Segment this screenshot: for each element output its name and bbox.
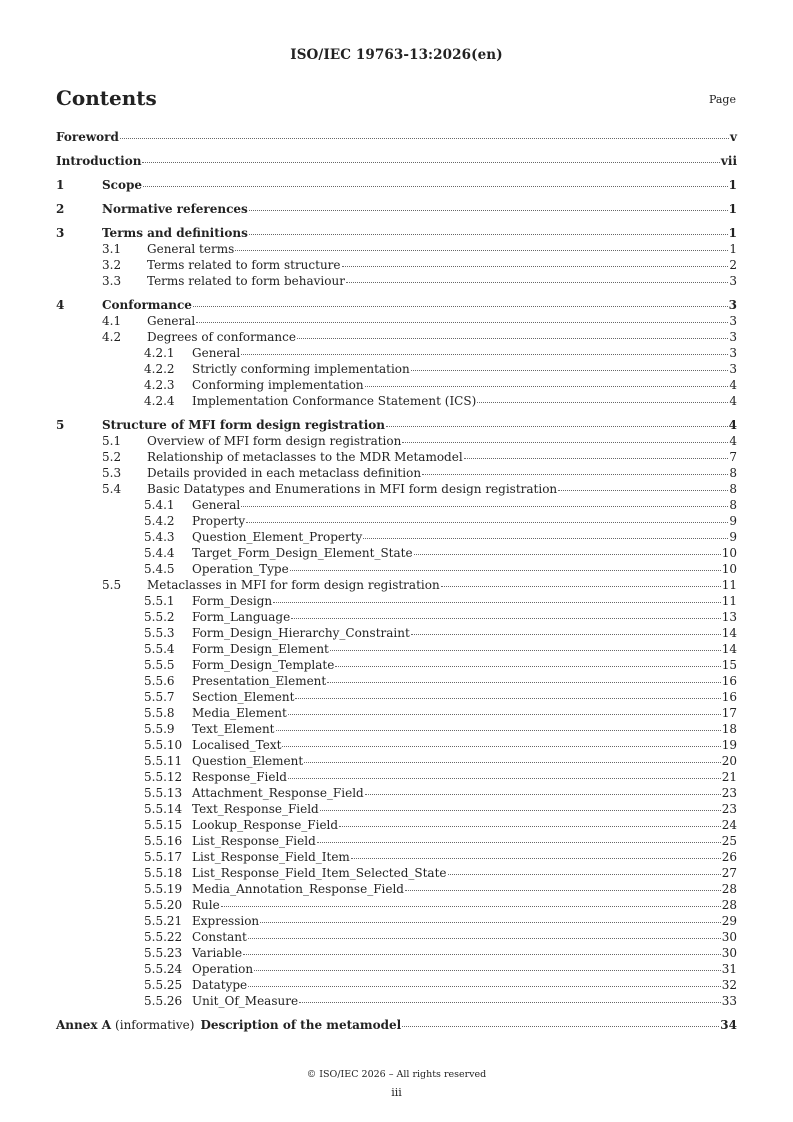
dot-leader — [290, 570, 721, 571]
dot-leader — [386, 426, 728, 427]
toc-entry-title: Form_Design_Hierarchy_Constraint — [192, 626, 410, 640]
dot-leader — [288, 714, 721, 715]
dot-leader — [142, 162, 719, 163]
toc-entry-number: 5.4.3 — [144, 530, 175, 544]
dot-leader — [282, 746, 720, 747]
dot-leader — [402, 1026, 719, 1027]
toc-entry-page: 16 — [721, 674, 737, 688]
dot-leader — [248, 938, 721, 939]
toc-entry-annex[interactable] — [56, 1018, 737, 1033]
dot-leader — [320, 810, 721, 811]
toc-entry-number: 5.5.7 — [144, 690, 175, 704]
page-column-label: Page — [708, 93, 736, 106]
toc-entry-page: 13 — [721, 610, 737, 624]
toc-entry-title: Normative references — [102, 202, 248, 216]
toc-entry[interactable] — [144, 394, 737, 409]
toc-entry-page: 15 — [721, 658, 737, 672]
dot-leader — [221, 906, 721, 907]
toc-entry-page: 18 — [721, 722, 737, 736]
dot-leader — [299, 1002, 721, 1003]
toc-entry-number: 2 — [56, 202, 65, 216]
toc-entry[interactable] — [56, 418, 737, 433]
toc-entry-page: 17 — [721, 706, 737, 720]
toc-entry-page: 19 — [721, 738, 737, 752]
toc-entry-page: 30 — [721, 946, 737, 960]
toc-entry[interactable] — [144, 994, 737, 1009]
toc-entry-title: Lookup_Response_Field — [192, 818, 339, 832]
toc-entry-title: List_Response_Field_Item_Selected_State — [192, 866, 447, 880]
toc-entry-title: Rule — [192, 898, 220, 912]
dot-leader — [246, 522, 728, 523]
toc-entry[interactable] — [102, 482, 737, 497]
annex-label: Annex A — [56, 1018, 112, 1032]
toc-entry-number: 5.4.1 — [144, 498, 175, 512]
dot-leader — [260, 922, 721, 923]
dot-leader — [254, 970, 721, 971]
toc-entry[interactable] — [144, 786, 737, 801]
toc-entry-page: 8 — [729, 482, 737, 496]
toc-entry[interactable] — [144, 850, 737, 865]
toc-entry-page: 14 — [721, 626, 737, 640]
toc-entry-number: 4.2 — [102, 330, 122, 344]
dot-leader — [414, 554, 721, 555]
dot-leader — [291, 618, 721, 619]
toc-entry-title: Response_Field — [192, 770, 287, 784]
toc-entry[interactable] — [144, 882, 737, 897]
toc-entry-number: 3.3 — [102, 274, 122, 288]
dot-leader — [196, 322, 728, 323]
toc-entry-title: Scope — [102, 178, 143, 192]
dot-leader — [422, 474, 728, 475]
toc-entry-number: 5.5.15 — [144, 818, 183, 832]
toc-entry-number: 5.5.5 — [144, 658, 175, 672]
dot-leader — [327, 682, 720, 683]
toc-entry[interactable] — [144, 770, 737, 785]
toc-entry-title: Metaclasses in MFI for form design registration — [147, 578, 440, 592]
toc-entry[interactable] — [144, 642, 737, 657]
toc-entry[interactable] — [144, 610, 737, 625]
dot-leader — [297, 338, 728, 339]
toc-entry-number: 5.5.25 — [144, 978, 183, 992]
dot-leader — [120, 138, 729, 139]
toc-entry-title: Localised_Text — [192, 738, 282, 752]
toc-entry-page: 1 — [728, 226, 737, 240]
toc-entry-page: 4 — [728, 418, 737, 432]
toc-entry[interactable] — [102, 314, 737, 329]
toc-entry[interactable] — [56, 130, 737, 145]
toc-entry[interactable] — [102, 450, 737, 465]
toc-entry[interactable] — [144, 802, 737, 817]
toc-entry[interactable] — [144, 962, 737, 977]
toc-entry-page: 7 — [729, 450, 737, 464]
dot-leader — [335, 666, 720, 667]
toc-entry-page: 2 — [729, 258, 737, 272]
dot-leader — [558, 490, 728, 491]
dot-leader — [304, 762, 721, 763]
page-number: iii — [391, 1086, 402, 1099]
dot-leader — [295, 698, 720, 699]
toc-entry-number: 5.5.8 — [144, 706, 175, 720]
toc-entry-page: 30 — [721, 930, 737, 944]
toc-entry-page: 9 — [729, 514, 737, 528]
dot-leader — [351, 858, 721, 859]
dot-leader — [241, 506, 728, 507]
toc-entry-number: 5.2 — [102, 450, 122, 464]
copyright-notice: © ISO/IEC 2026 – All rights reserved — [306, 1069, 487, 1080]
dot-leader — [339, 826, 721, 827]
toc-entry-number: 5.5.13 — [144, 786, 183, 800]
toc-entry[interactable] — [56, 298, 737, 313]
toc-entry[interactable] — [102, 330, 737, 345]
toc-entry-page: 29 — [721, 914, 737, 928]
toc-entry[interactable] — [144, 866, 737, 881]
toc-entry-title: Presentation_Element — [192, 674, 327, 688]
dot-leader — [276, 730, 721, 731]
toc-entry-number: 5.5 — [102, 578, 122, 592]
toc-entry[interactable] — [56, 154, 737, 169]
dot-leader — [441, 586, 721, 587]
toc-entry-number: 5.5.24 — [144, 962, 183, 976]
toc-entry-title: Basic Datatypes and Enumerations in MFI form design registration — [147, 482, 558, 496]
toc-entry[interactable] — [144, 674, 737, 689]
toc-entry-title: Unit_Of_Measure — [192, 994, 299, 1008]
toc-entry-title: Property — [192, 514, 246, 528]
toc-entry-number: 5.5.19 — [144, 882, 183, 896]
toc-entry[interactable] — [144, 738, 737, 753]
toc-entry-number: 4.2.3 — [144, 378, 175, 392]
dot-leader — [363, 538, 728, 539]
toc-entry[interactable] — [144, 978, 737, 993]
toc-entry[interactable] — [102, 466, 737, 481]
toc-entry-number: 5.5.16 — [144, 834, 183, 848]
dot-leader — [235, 250, 728, 251]
dot-leader — [193, 306, 728, 307]
toc-entry-page: 26 — [721, 850, 737, 864]
toc-entry-title: Constant — [192, 930, 247, 944]
toc-entry-title: General — [192, 498, 241, 512]
toc-entry-title: Strictly conforming implementation — [192, 362, 410, 376]
toc-entry[interactable] — [144, 562, 737, 577]
toc-entry-number: 4.2.2 — [144, 362, 175, 376]
toc-entry-title: Details provided in each metaclass definition — [147, 466, 422, 480]
toc-entry[interactable] — [144, 594, 737, 609]
toc-entry-page: 3 — [729, 314, 737, 328]
toc-entry[interactable] — [144, 658, 737, 673]
toc-entry-title: List_Response_Field_Item — [192, 850, 350, 864]
toc-entry-page: 20 — [721, 754, 737, 768]
toc-entry-title: Form_Language — [192, 610, 291, 624]
toc-entry-page: 21 — [721, 770, 737, 784]
toc-entry[interactable] — [144, 946, 737, 961]
toc-entry-number: 5.5.21 — [144, 914, 183, 928]
toc-entry-page: 11 — [721, 578, 737, 592]
toc-entry[interactable] — [102, 434, 737, 449]
toc-entry-page: 4 — [729, 378, 737, 392]
toc-entry[interactable] — [56, 226, 737, 241]
toc-entry-number: 5.5.17 — [144, 850, 183, 864]
toc-entry-title: Media_Element — [192, 706, 287, 720]
annex-type: (informative) — [115, 1018, 195, 1032]
toc-entry-title: Text_Response_Field — [192, 802, 319, 816]
toc-entry-page: 8 — [729, 466, 737, 480]
toc-entry[interactable] — [144, 546, 737, 561]
toc-entry-title: Conforming implementation — [192, 378, 364, 392]
toc-entry-title: Terms related to form structure — [147, 258, 341, 272]
dot-leader — [243, 954, 721, 955]
toc-entry-title: Relationship of metaclasses to the MDR Metamodel — [147, 450, 463, 464]
toc-entry-title: Section_Element — [192, 690, 295, 704]
dot-leader — [464, 458, 729, 459]
toc-entry-number: 5.5.26 — [144, 994, 183, 1008]
toc-entry-number: 4 — [56, 298, 65, 312]
toc-entry-title: Terms and definitions — [102, 226, 248, 240]
toc-entry[interactable] — [144, 706, 737, 721]
toc-entry-page: 3 — [729, 274, 737, 288]
toc-entry[interactable] — [144, 930, 737, 945]
toc-entry-page: 14 — [721, 642, 737, 656]
toc-entry-title: Degrees of conformance — [147, 330, 296, 344]
toc-entry-page: 11 — [721, 594, 737, 608]
toc-entry-title: Operation_Type — [192, 562, 289, 576]
toc-entry-number: 5.4.5 — [144, 562, 175, 576]
toc-entry-title: Overview of MFI form design registration — [147, 434, 402, 448]
toc-entry-number: 1 — [56, 178, 65, 192]
toc-entry-title: General — [147, 314, 196, 328]
toc-entry-title: Question_Element — [192, 754, 304, 768]
toc-entry[interactable] — [102, 578, 737, 593]
toc-entry[interactable] — [144, 898, 737, 913]
toc-entry-number: 5 — [56, 418, 65, 432]
toc-entry[interactable] — [56, 178, 737, 193]
dot-leader — [448, 874, 721, 875]
toc-entry-title: Question_Element_Property — [192, 530, 363, 544]
toc-entry-page: 23 — [721, 802, 737, 816]
dot-leader — [365, 794, 721, 795]
toc-entry-number: 5.4.4 — [144, 546, 175, 560]
toc-entry-page: 3 — [729, 362, 737, 376]
toc-entry-title: Target_Form_Design_Element_State — [192, 546, 413, 560]
toc-entry-title: Attachment_Response_Field — [192, 786, 364, 800]
dot-leader — [249, 234, 728, 235]
toc-entry-number: 5.5.10 — [144, 738, 183, 752]
toc-entry[interactable] — [102, 274, 737, 289]
dot-leader — [288, 778, 721, 779]
toc-entry-number: 3.2 — [102, 258, 122, 272]
toc-entry-number: 5.5.1 — [144, 594, 175, 608]
dot-leader — [249, 210, 728, 211]
dot-leader — [273, 602, 721, 603]
toc-entry[interactable] — [144, 722, 737, 737]
toc-entry-page: 8 — [729, 498, 737, 512]
dot-leader — [365, 386, 729, 387]
toc-entry-number: 3.1 — [102, 242, 122, 256]
toc-entry-title: Form_Design_Element — [192, 642, 329, 656]
toc-entry-page: 10 — [721, 562, 737, 576]
toc-entry[interactable] — [144, 378, 737, 393]
toc-entry-page: 33 — [721, 994, 737, 1008]
toc-entry[interactable] — [144, 626, 737, 641]
toc-entry-page: 31 — [721, 962, 737, 976]
toc-entry-page: 28 — [721, 882, 737, 896]
toc-entry-page: 23 — [721, 786, 737, 800]
toc-entry-number: 5.5.4 — [144, 642, 175, 656]
toc-entry[interactable] — [144, 754, 737, 769]
toc-entry-page: 4 — [729, 394, 737, 408]
toc-entry-page: 3 — [728, 298, 737, 312]
toc-entry[interactable] — [144, 530, 737, 545]
toc-entry-number: 5.1 — [102, 434, 122, 448]
toc-entry-title: General terms — [147, 242, 235, 256]
toc-entry-number: 5.5.2 — [144, 610, 175, 624]
toc-entry-number: 5.5.22 — [144, 930, 183, 944]
dot-leader — [143, 186, 728, 187]
dot-leader — [402, 442, 728, 443]
toc-entry-title: Expression — [192, 914, 260, 928]
annex-page: 34 — [720, 1018, 737, 1032]
toc-entry[interactable] — [144, 498, 737, 513]
toc-entry[interactable] — [144, 362, 737, 377]
toc-entry[interactable] — [144, 346, 737, 361]
toc-entry-number: 5.5.14 — [144, 802, 183, 816]
dot-leader — [248, 986, 721, 987]
toc-entry-number: 5.5.11 — [144, 754, 183, 768]
toc-entry[interactable] — [144, 914, 737, 929]
toc-entry-title: Terms related to form behaviour — [147, 274, 345, 288]
toc-entry-number: 5.5.23 — [144, 946, 183, 960]
toc-entry-title: Variable — [192, 946, 243, 960]
toc-entry-number: 4.1 — [102, 314, 122, 328]
toc-entry-page: 16 — [721, 690, 737, 704]
toc-entry-title: General — [192, 346, 241, 360]
toc-entry-page: 1 — [728, 202, 737, 216]
toc-entry-page: 10 — [721, 546, 737, 560]
toc-entry-title: Form_Design — [192, 594, 273, 608]
dot-leader — [411, 370, 729, 371]
contents-title: Contents — [56, 86, 157, 110]
dot-leader — [405, 890, 721, 891]
toc-entry-number: 5.5.3 — [144, 626, 175, 640]
toc-entry-title: Conformance — [102, 298, 192, 312]
toc-entry-number: 4.2.1 — [144, 346, 175, 360]
dot-leader — [477, 402, 728, 403]
toc-entry-title: List_Response_Field — [192, 834, 316, 848]
document-id-header: ISO/IEC 19763-13:2026(en) — [290, 47, 503, 63]
toc-entry-title: Text_Element — [192, 722, 275, 736]
toc-entry-number: 4.2.4 — [144, 394, 175, 408]
toc-entry[interactable] — [144, 834, 737, 849]
dot-leader — [317, 842, 721, 843]
toc-entry-number: 5.5.9 — [144, 722, 175, 736]
toc-entry-page: 1 — [728, 178, 737, 192]
toc-entry-title: Structure of MFI form design registration — [102, 418, 386, 432]
toc-entry-number: 5.3 — [102, 466, 122, 480]
toc-entry-number: 5.5.18 — [144, 866, 183, 880]
dot-leader — [342, 266, 729, 267]
toc-entry-title: Operation — [192, 962, 254, 976]
dot-leader — [330, 650, 721, 651]
toc-entry-page: 25 — [721, 834, 737, 848]
toc-entry-page: 24 — [721, 818, 737, 832]
toc-entry-page: 28 — [721, 898, 737, 912]
toc-entry-title: Datatype — [192, 978, 248, 992]
toc-entry[interactable] — [144, 514, 737, 529]
toc-entry-page: 3 — [729, 330, 737, 344]
toc-entry[interactable] — [102, 258, 737, 273]
toc-entry[interactable] — [144, 690, 737, 705]
dot-leader — [241, 354, 728, 355]
toc-entry-number: 3 — [56, 226, 65, 240]
toc-entry[interactable] — [56, 202, 737, 217]
toc-entry-title: Introduction — [56, 154, 142, 168]
dot-leader — [411, 634, 721, 635]
toc-entry-page: 3 — [729, 346, 737, 360]
annex-title: Description of the metamodel — [200, 1018, 402, 1032]
toc-entry-number: 5.4.2 — [144, 514, 175, 528]
toc-entry-page: 32 — [721, 978, 737, 992]
toc-entry-title: Media_Annotation_Response_Field — [192, 882, 404, 896]
toc-entry-number: 5.5.20 — [144, 898, 183, 912]
toc-entry-title: Implementation Conformance Statement (ICS) — [192, 394, 477, 408]
toc-entry-page: 9 — [729, 530, 737, 544]
toc-entry-page: 27 — [721, 866, 737, 880]
toc-entry-title: Form_Design_Template — [192, 658, 335, 672]
toc-entry-page: 1 — [729, 242, 737, 256]
toc-entry-page: 4 — [729, 434, 737, 448]
toc-entry-page: vii — [720, 154, 737, 168]
toc-entry-number: 5.5.12 — [144, 770, 183, 784]
toc-entry-title: Foreword — [56, 130, 119, 144]
toc-entry-page: v — [730, 130, 737, 144]
toc-entry[interactable] — [144, 818, 737, 833]
toc-entry[interactable] — [102, 242, 737, 257]
toc-entry-number: 5.4 — [102, 482, 122, 496]
toc-entry-number: 5.5.6 — [144, 674, 175, 688]
dot-leader — [346, 282, 728, 283]
